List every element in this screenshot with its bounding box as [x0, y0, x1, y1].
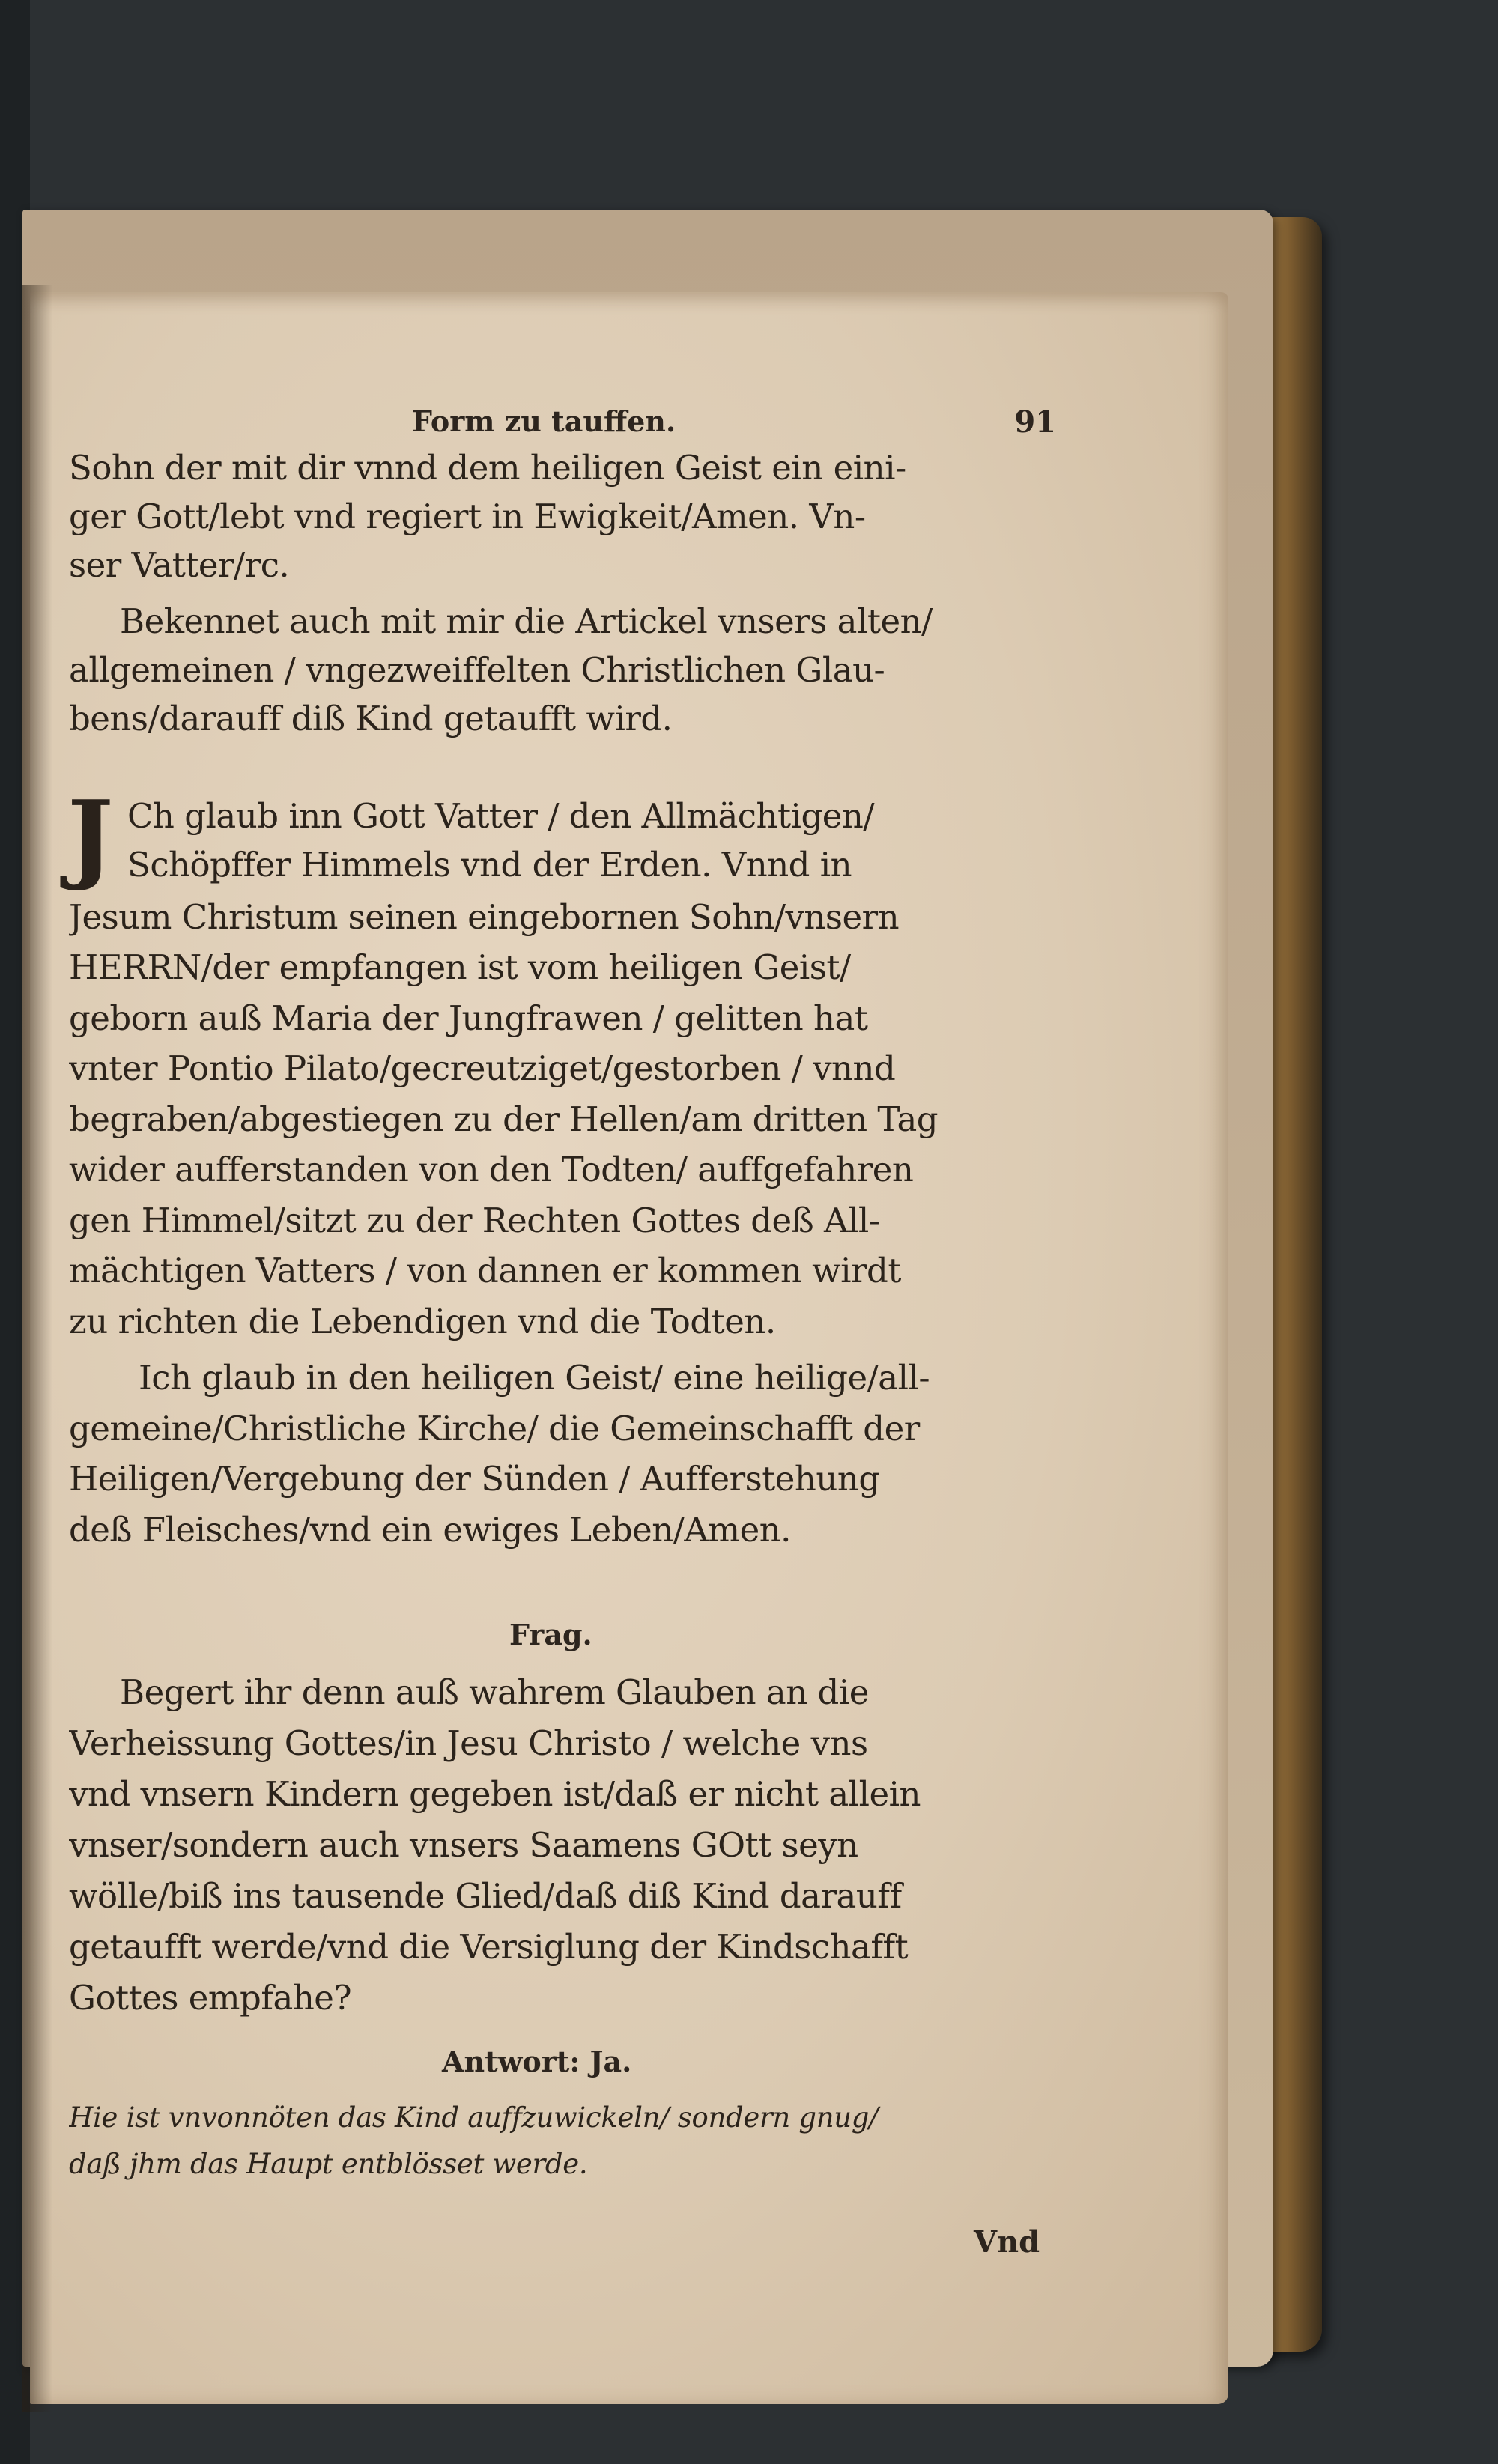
running-header	[67, 404, 1056, 449]
drop-cap: J	[67, 779, 114, 893]
creed-line: begraben/abgestiegen zu der Hellen/am dritten Tag	[69, 1099, 938, 1139]
page-number: 91	[1014, 404, 1056, 440]
running-title: Form zu tauffen.	[412, 404, 676, 438]
question-line: Gottes empfahe?	[69, 1978, 352, 2018]
catchword: Vnd	[974, 2224, 1040, 2260]
text-line: bens/darauff diß Kind getaufft wird.	[69, 699, 673, 738]
text-line: ser Vatter/rc.	[69, 545, 290, 585]
text-line: ger Gott/lebt vnd regiert in Ewigkeit/Amen. Vn-	[69, 497, 866, 536]
creed-line: deß Fleisches/vnd ein ewiges Leben/Amen.	[69, 1510, 791, 1550]
question-line: wölle/biß ins tausende Glied/daß diß Kind darauff	[69, 1876, 902, 1916]
creed-line: gemeine/Christliche Kirche/ die Gemeinschafft der	[69, 1409, 920, 1448]
creed-line: Ich glaub in den heiligen Geist/ eine heilige/all-	[139, 1358, 930, 1398]
answer-heading: Antwort: Ja.	[442, 2045, 632, 2078]
creed-line: Jesum Christum seinen eingebornen Sohn/vnsern	[69, 897, 900, 937]
creed-line: Schöpffer Himmels vnd der Erden. Vnnd in	[127, 845, 852, 884]
creed-line: gen Himmel/sitzt zu der Rechten Gottes deß All-	[69, 1201, 880, 1240]
question-line: Verheissung Gottes/in Jesu Christo / welche vns	[69, 1723, 868, 1763]
creed-line: geborn auß Maria der Jungfrawen / gelitten hat	[69, 998, 868, 1038]
question-line: Begert ihr denn auß wahrem Glauben an die	[120, 1672, 869, 1712]
rubric-line: Hie ist vnvonnöten das Kind auffzuwickeln/ sondern gnug/	[69, 2102, 879, 2134]
question-heading: Frag.	[509, 1618, 592, 1651]
text-line: allgemeinen / vngezweiffelten Christlichen Glau-	[69, 650, 885, 690]
question-line: getaufft werde/vnd die Versiglung der Kindschafft	[69, 1927, 909, 1967]
rubric-line: daß jhm das Haupt entblösset werde.	[69, 2148, 588, 2180]
question-line: vnd vnsern Kindern gegeben ist/daß er nicht allein	[69, 1774, 921, 1814]
creed-line: zu richten die Lebendigen vnd die Todten.	[69, 1302, 776, 1341]
question-line: vnser/sondern auch vnsers Saamens GOtt seyn	[69, 1825, 858, 1865]
spine-shadow	[22, 285, 52, 2412]
text-line: Bekennet auch mit mir die Artickel vnsers alten/	[120, 601, 933, 641]
creed-line: mächtigen Vatters / von dannen er kommen wirdt	[69, 1251, 901, 1290]
creed-line: Ch glaub inn Gott Vatter / den Allmächtigen/	[127, 796, 875, 836]
creed-line: HERRN/der empfangen ist vom heiligen Geist/	[69, 947, 851, 987]
creed-line: vnter Pontio Pilato/gecreutziget/gestorben / vnnd	[69, 1049, 896, 1088]
creed-line: Heiligen/Vergebung der Sünden / Aufferstehung	[69, 1459, 880, 1499]
text-line: Sohn der mit dir vnnd dem heiligen Geist ein eini-	[69, 448, 906, 488]
creed-line: wider aufferstanden von den Todten/ auffgefahren	[69, 1150, 914, 1189]
